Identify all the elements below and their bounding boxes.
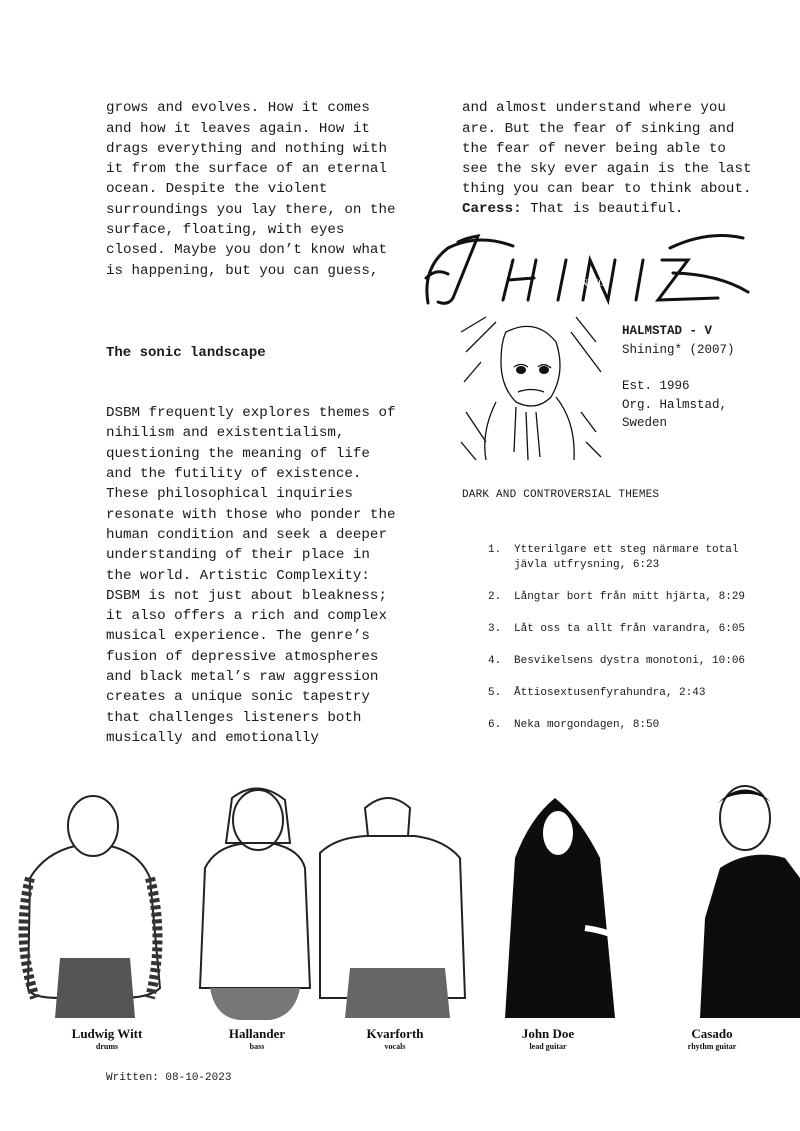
band-logo (418, 228, 753, 310)
caress-text: That is beautiful. (530, 201, 684, 217)
member-bass-role: bass (249, 1042, 265, 1051)
band-origin-line1: Org. Halmstad, (622, 397, 728, 412)
track-number: 5. (488, 687, 502, 699)
member-rhythm-guitar-role: rhythm guitar (687, 1042, 737, 1051)
track-title: Neka morgondagen, 8:50 (514, 719, 660, 731)
album-cover (456, 312, 604, 462)
member-lead-guitar-name: John Doe (521, 1026, 575, 1041)
member-drums-name: Ludwig Witt (71, 1026, 143, 1041)
album-info (622, 322, 735, 433)
track-title: Ytterilgare ett steg närmare total jävla utfrysning, 6:23 (514, 544, 739, 571)
track-title: Besvikelsens dystra monotoni, 10:06 (514, 655, 746, 667)
track-title: Låt oss ta allt från varandra, 6:05 (514, 623, 746, 635)
themes-heading: DARK AND CONTROVERSIAL THEMES (462, 489, 660, 501)
right-column-text (462, 78, 772, 220)
left-column (106, 78, 406, 769)
band-established: Est. 1996 (622, 379, 690, 393)
track-number: 3. (488, 623, 502, 635)
track-item (488, 718, 768, 733)
member-rhythm-guitar-name: Casado (691, 1026, 733, 1041)
member-vocals-role: vocals (384, 1042, 406, 1051)
track-number: 1. (488, 544, 502, 556)
member-vocals-name: Kvarforth (366, 1026, 424, 1041)
logo-text: SHINING (564, 278, 606, 289)
track-number: 2. (488, 591, 502, 603)
section-heading: The sonic landscape (106, 344, 266, 361)
written-date: Written: 08-10-2023 (106, 1072, 232, 1084)
tracklist (488, 543, 768, 750)
track-item (488, 686, 768, 701)
member-drums-role: drums (95, 1042, 119, 1051)
right-paragraph: and almost understand where you are. But the fear of sinking and the fear of never being able to see the sky ever again is the last thing you can bear to think about. (462, 100, 752, 198)
track-title: Åttiosextusenfyrahundra, 2:43 (514, 687, 706, 699)
band-origin-line2: Sweden (622, 416, 668, 430)
member-lead-guitar-role: lead guitar (529, 1042, 567, 1051)
track-item (488, 654, 768, 669)
track-item (488, 590, 768, 605)
caress-line (462, 201, 683, 217)
track-number: 4. (488, 655, 502, 667)
album-title: HALMSTAD - V (622, 324, 713, 338)
track-number: 6. (488, 719, 502, 731)
caress-label: Caress: (462, 201, 522, 217)
body-paragraph: DSBM frequently explores themes of nihilism and existentialism, questioning the meaning of life and the futility of existence. These philosophical inquiries resonate with those who ponder the human condition and seek a deeper understanding of their place in the world. Artistic Complexity: DSBM is not just about bleakness; it also offers a rich and complex musical experience. The genre’s fusion of depressive atmospheres and black metal’s raw aggression creates a unique sonic tapestry that challenges listeners both musically and emotionally (106, 405, 396, 746)
band-photo (0, 758, 800, 1060)
track-title: Långtar bort från mitt hjärta, 8:29 (514, 591, 746, 603)
track-item (488, 622, 768, 637)
intro-paragraph: grows and evolves. How it comes and how it leaves again. How it drags everything and nothing with it from the surface of an eternal ocean. Despite the violent surroundings you lay there, on the surface, floating, with eyes closed. Maybe you don’t know what is happening, but you can guess, (106, 100, 396, 279)
album-artist-year: Shining* (2007) (622, 342, 735, 357)
member-bass-name: Hallander (228, 1026, 286, 1041)
track-item (488, 543, 768, 573)
